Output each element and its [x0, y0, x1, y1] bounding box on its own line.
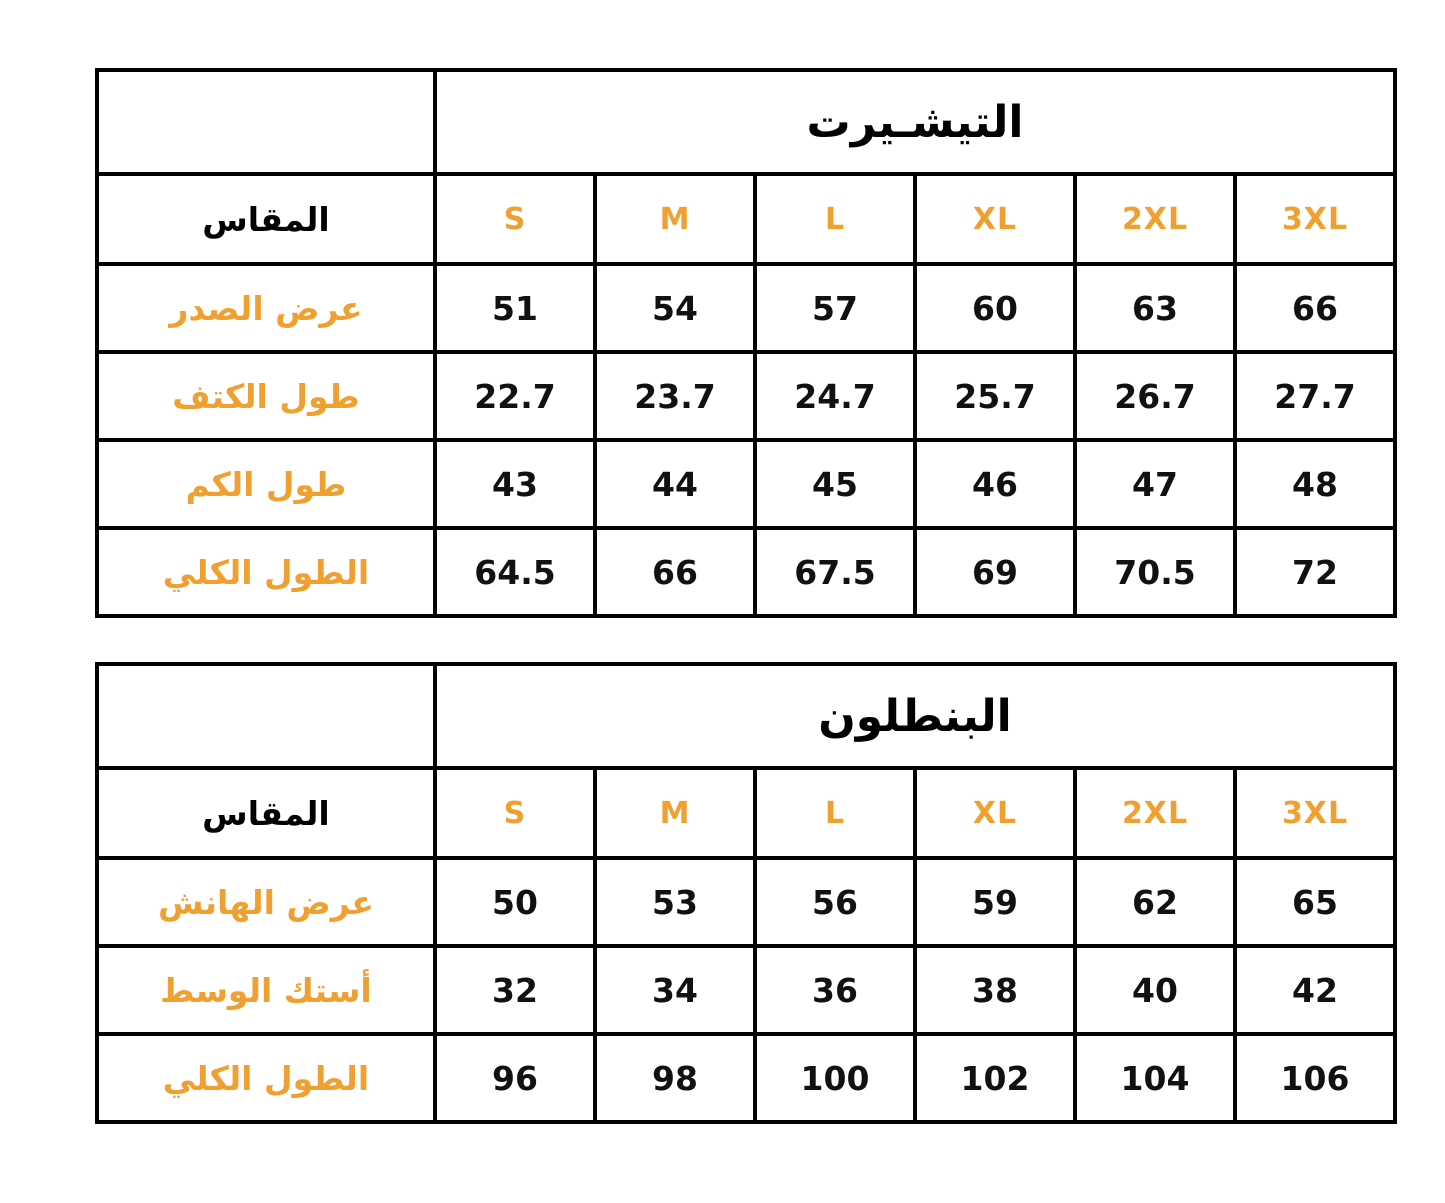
measurement-value: 34: [595, 946, 755, 1034]
measurement-value: 38: [915, 946, 1075, 1034]
size-header-s: S: [435, 174, 595, 264]
size-header-xl: XL: [915, 768, 1075, 858]
measurement-value: 66: [595, 528, 755, 616]
measurement-value: 66: [1235, 264, 1395, 352]
measurement-label: طول الكم: [97, 440, 435, 528]
size-header-3xl: 3XL: [1235, 174, 1395, 264]
table-title-row: [97, 70, 1395, 174]
size-header-m: M: [595, 174, 755, 264]
size-header-xl: XL: [915, 174, 1075, 264]
measurement-value: 32: [435, 946, 595, 1034]
table-title: التيشـيرت: [435, 70, 1395, 174]
size-header-2xl: 2XL: [1075, 174, 1235, 264]
size-header-l: L: [755, 768, 915, 858]
size-header-2xl: 2XL: [1075, 768, 1235, 858]
table-row: [97, 352, 1395, 440]
table-row: [97, 440, 1395, 528]
measurement-value: 100: [755, 1034, 915, 1122]
measurement-value: 25.7: [915, 352, 1075, 440]
measurement-value: 104: [1075, 1034, 1235, 1122]
measurement-value: 96: [435, 1034, 595, 1122]
measurement-value: 22.7: [435, 352, 595, 440]
pants-size-table-wrapper: [96, 662, 1397, 1124]
measurement-value: 70.5: [1075, 528, 1235, 616]
measurement-value: 64.5: [435, 528, 595, 616]
size-header-s: S: [435, 768, 595, 858]
measurement-value: 43: [435, 440, 595, 528]
pants-size-table: [95, 662, 1397, 1124]
measurement-label: طول الكتف: [97, 352, 435, 440]
measurement-value: 72: [1235, 528, 1395, 616]
tshirt-size-table: [95, 68, 1397, 618]
measurement-value: 46: [915, 440, 1075, 528]
measurement-value: 50: [435, 858, 595, 946]
measurement-value: 59: [915, 858, 1075, 946]
measurement-value: 44: [595, 440, 755, 528]
table-row: [97, 264, 1395, 352]
measurement-value: 36: [755, 946, 915, 1034]
measurement-value: 26.7: [1075, 352, 1235, 440]
measurement-value: 65: [1235, 858, 1395, 946]
measurement-value: 102: [915, 1034, 1075, 1122]
measurement-value: 60: [915, 264, 1075, 352]
size-header-l: L: [755, 174, 915, 264]
size-header-3xl: 3XL: [1235, 768, 1395, 858]
measurement-value: 106: [1235, 1034, 1395, 1122]
size-header-label: المقاس: [97, 768, 435, 858]
size-header-m: M: [595, 768, 755, 858]
measurement-value: 40: [1075, 946, 1235, 1034]
table-title: البنطلون: [435, 664, 1395, 768]
measurement-value: 67.5: [755, 528, 915, 616]
table-header-row: [97, 174, 1395, 264]
measurement-label: عرض الهانش: [97, 858, 435, 946]
measurement-value: 62: [1075, 858, 1235, 946]
measurement-label: أستك الوسط: [97, 946, 435, 1034]
measurement-value: 57: [755, 264, 915, 352]
measurement-label: الطول الكلي: [97, 1034, 435, 1122]
table-title-spacer: [97, 70, 435, 174]
measurement-value: 69: [915, 528, 1075, 616]
table-row: [97, 528, 1395, 616]
measurement-value: 98: [595, 1034, 755, 1122]
measurement-value: 23.7: [595, 352, 755, 440]
tshirt-size-table-wrapper: [96, 68, 1397, 618]
measurement-value: 45: [755, 440, 915, 528]
measurement-value: 47: [1075, 440, 1235, 528]
measurement-label: الطول الكلي: [97, 528, 435, 616]
size-header-label: المقاس: [97, 174, 435, 264]
table-header-row: [97, 768, 1395, 858]
table-title-spacer: [97, 664, 435, 768]
measurement-label: عرض الصدر: [97, 264, 435, 352]
table-row: [97, 1034, 1395, 1122]
measurement-value: 48: [1235, 440, 1395, 528]
measurement-value: 24.7: [755, 352, 915, 440]
measurement-value: 63: [1075, 264, 1235, 352]
measurement-value: 42: [1235, 946, 1395, 1034]
measurement-value: 54: [595, 264, 755, 352]
table-title-row: [97, 664, 1395, 768]
table-row: [97, 946, 1395, 1034]
measurement-value: 56: [755, 858, 915, 946]
measurement-value: 53: [595, 858, 755, 946]
table-row: [97, 858, 1395, 946]
measurement-value: 27.7: [1235, 352, 1395, 440]
measurement-value: 51: [435, 264, 595, 352]
